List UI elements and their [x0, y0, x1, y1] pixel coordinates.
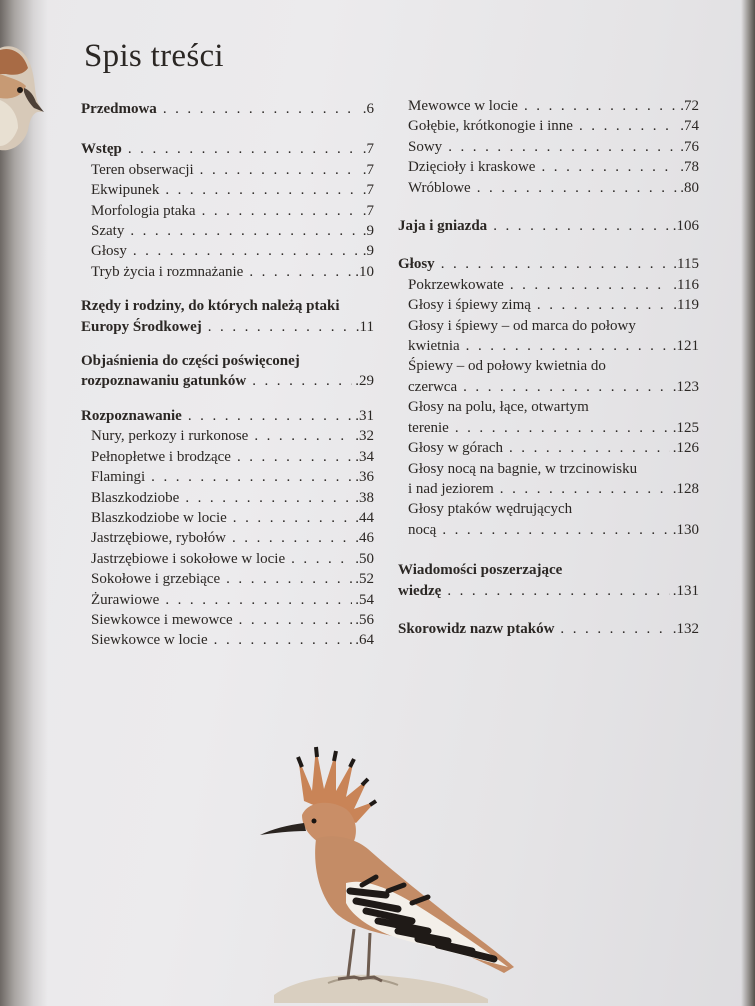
toc-leader: [232, 528, 352, 548]
toc-entry[interactable]: [81, 590, 374, 610]
toc-label: kwietnia: [408, 338, 460, 355]
toc-entry[interactable]: [398, 157, 699, 177]
toc-group-rozpoznawanie: [81, 406, 374, 651]
page-title: Spis treści: [84, 38, 224, 74]
toc-page: .54: [355, 591, 374, 608]
toc-page: .7: [362, 161, 374, 178]
toc-label: Sowy: [408, 138, 443, 155]
toc-entry[interactable]: [81, 549, 374, 569]
toc-page: .72: [680, 98, 699, 114]
toc-page: .121: [672, 338, 699, 355]
toc-label: czerwca: [408, 378, 458, 395]
toc-label: Tryb życia i rozmnażanie: [91, 263, 244, 280]
toc-entry[interactable]: [81, 241, 374, 261]
toc-page: .6: [362, 101, 374, 117]
toc-page: .80: [680, 179, 699, 196]
toc-entry[interactable]: [398, 137, 699, 157]
toc-page: .64: [355, 632, 374, 649]
toc-page: .7: [362, 182, 374, 199]
toc-label: Skorowidz nazw ptaków: [398, 620, 555, 637]
toc-page: .34: [355, 448, 374, 465]
toc-label-line[interactable]: Śpiewy – od połowy kwietnia do: [408, 358, 606, 375]
toc-entry[interactable]: [398, 275, 699, 295]
toc-leader: [493, 216, 670, 236]
toc-label: Europy Środkowej: [81, 318, 202, 335]
toc-entry[interactable]: [398, 581, 699, 601]
toc-leader: [163, 99, 360, 119]
toc-page: .52: [355, 571, 374, 588]
toc-leader: [188, 406, 352, 426]
toc-page: .7: [362, 141, 374, 158]
toc-leader: [442, 520, 669, 540]
toc-page: .123: [672, 378, 699, 395]
toc-entry[interactable]: [398, 295, 699, 315]
toc-entry[interactable]: [81, 180, 374, 200]
toc-label: Głosy w górach: [408, 440, 503, 457]
toc-page: .10: [355, 263, 374, 280]
toc-group-continued: [398, 96, 699, 198]
toc-page: .126: [672, 440, 699, 457]
toc-label: Mewowce w locie: [408, 98, 518, 114]
toc-entry[interactable]: [398, 438, 699, 458]
toc-leader: [524, 96, 677, 116]
toc-entry[interactable]: [398, 336, 699, 356]
toc-leader: [208, 317, 353, 337]
toc-label: Szaty: [91, 223, 125, 240]
toc-page: .116: [673, 276, 699, 293]
toc-page: .125: [672, 419, 699, 436]
toc-page: .7: [362, 202, 374, 219]
toc-entry[interactable]: [81, 317, 374, 337]
toc-label-line[interactable]: Objaśnienia do części poświęconej: [81, 353, 300, 370]
toc-leader: [202, 201, 360, 221]
toc-label-line[interactable]: Rzędy i rodziny, do których należą ptaki: [81, 298, 340, 315]
toc-column-right: [398, 96, 699, 639]
toc-entry[interactable]: [81, 99, 374, 119]
toc-label: Blaszkodziobe w locie: [91, 509, 227, 526]
toc-entry[interactable]: [398, 418, 699, 438]
toc-entry[interactable]: [398, 377, 699, 397]
toc-label: Żurawiowe: [91, 591, 160, 608]
toc-page: .106: [672, 218, 699, 235]
toc-leader: [477, 178, 678, 198]
toc-leader: [252, 371, 352, 391]
toc-label: Jaja i gniazda: [398, 218, 488, 235]
toc-label: Sokołowe i grzebiące: [91, 571, 221, 588]
toc-label-line[interactable]: Głosy i śpiewy – od marca do połowy: [408, 317, 636, 334]
toc-leader: [239, 610, 353, 630]
toc-page: .128: [672, 480, 699, 497]
toc-label: Blaszkodziobe: [91, 489, 180, 506]
toc-entry[interactable]: [398, 216, 699, 236]
toc-label-line[interactable]: Głosy ptaków wędrujących: [408, 501, 573, 518]
toc-label: rozpoznawaniu gatunków: [81, 373, 247, 390]
toc-entry[interactable]: [398, 254, 699, 274]
toc-leader: [185, 488, 352, 508]
toc-page: .9: [362, 243, 374, 260]
toc-page: .11: [355, 318, 374, 335]
toc-entry[interactable]: [81, 467, 374, 487]
toc-leader: [291, 549, 352, 569]
toc-entry[interactable]: [81, 371, 374, 391]
toc-leader: [447, 581, 669, 601]
toc-label: Siewkowce w locie: [91, 632, 208, 649]
toc-entry[interactable]: [81, 508, 374, 528]
toc-leader: [448, 137, 677, 157]
toc-leader: [151, 467, 352, 487]
toc-label: Rozpoznawanie: [81, 407, 182, 424]
toc-entry[interactable]: [81, 221, 374, 241]
toc-leader: [463, 377, 670, 397]
toc-group-wstep: [81, 139, 374, 282]
toc-entry[interactable]: [398, 520, 699, 540]
toc-label: Siewkowce i mewowce: [91, 611, 233, 628]
toc-leader: [249, 262, 352, 282]
toc-leader: [165, 590, 352, 610]
toc-leader: [500, 479, 670, 499]
toc-column-left: [81, 96, 374, 651]
toc-page: .131: [672, 582, 699, 599]
toc-label: Przedmowa: [81, 101, 157, 117]
toc-entry[interactable]: [81, 201, 374, 221]
toc-label: Głosy i śpiewy zimą: [408, 297, 531, 314]
toc-entry[interactable]: [81, 630, 374, 650]
toc-leader: [455, 418, 670, 438]
toc-page: .46: [355, 530, 374, 547]
toc-leader: [226, 569, 352, 589]
toc-leader: [579, 116, 677, 136]
toc-page: .119: [673, 297, 699, 314]
toc-leader: [133, 241, 360, 261]
toc-leader: [233, 508, 352, 528]
toc-page: .130: [672, 521, 699, 538]
toc-group-przedmowa: [81, 99, 374, 119]
toc-entry[interactable]: [81, 406, 374, 426]
toc-page: .32: [355, 428, 374, 445]
toc-label: wiedzę: [398, 582, 442, 599]
bird-illustration-corner: [0, 40, 44, 152]
toc-label-line[interactable]: Głosy nocą na bagnie, w trzcinowisku: [408, 460, 638, 477]
toc-entry[interactable]: [398, 96, 699, 116]
page-edge-shadow: [741, 0, 755, 1006]
toc-page: .36: [355, 469, 374, 486]
toc-page: .132: [672, 620, 699, 637]
toc-label: Wróblowe: [408, 179, 471, 196]
toc-label: Dzięcioły i kraskowe: [408, 159, 536, 176]
toc-page: .50: [355, 550, 374, 567]
toc-label: Wstęp: [81, 141, 122, 158]
toc-page: .115: [673, 256, 699, 273]
toc-label: Ekwipunek: [91, 182, 160, 199]
toc-entry[interactable]: [81, 262, 374, 282]
toc-entry[interactable]: [81, 569, 374, 589]
toc-label: i nad jeziorem: [408, 480, 494, 497]
toc-page: .9: [362, 223, 374, 240]
toc-leader: [130, 221, 359, 241]
toc-label-line[interactable]: Wiadomości poszerzające: [398, 562, 563, 579]
toc-entry[interactable]: [81, 426, 374, 446]
toc-page: .74: [680, 118, 699, 135]
toc-label: Nury, perkozy i rurkonose: [91, 428, 249, 445]
toc-label: Pełnopłetwe i brodzące: [91, 448, 231, 465]
toc-label: Jastrzębiowe, rybołów: [91, 530, 226, 547]
toc-label: Flamingi: [91, 469, 146, 486]
toc-page: .56: [355, 611, 374, 628]
toc-entry[interactable]: [81, 160, 374, 180]
toc-entry[interactable]: [398, 178, 699, 198]
toc-entry[interactable]: [81, 139, 374, 159]
toc-leader: [214, 630, 353, 650]
toc-entry[interactable]: [81, 488, 374, 508]
toc-entry[interactable]: [81, 447, 374, 467]
toc-leader: [509, 438, 670, 458]
toc-leader: [441, 254, 671, 274]
toc-label: Gołębie, krótkonogie i inne: [408, 118, 573, 135]
toc-leader: [537, 295, 670, 315]
toc-page: .78: [680, 159, 699, 176]
toc-leader: [541, 157, 677, 177]
toc-group-objasnienia: [81, 351, 374, 392]
toc-entry[interactable]: [81, 528, 374, 548]
toc-entry[interactable]: [398, 116, 699, 136]
toc-label: Morfologia ptaka: [91, 202, 196, 219]
toc-label-line[interactable]: Głosy na polu, łące, otwartym: [408, 399, 589, 416]
hoopoe-illustration: [258, 745, 520, 1003]
toc-page: .29: [355, 373, 374, 390]
toc-entry[interactable]: [81, 610, 374, 630]
toc-page: .76: [680, 138, 699, 155]
toc-leader: [510, 275, 670, 295]
toc-page: .44: [355, 509, 374, 526]
toc-leader: [560, 619, 669, 639]
toc-label: Pokrzewkowate: [408, 276, 504, 293]
toc-label: Teren obserwacji: [91, 161, 194, 178]
toc-page: .31: [355, 407, 374, 424]
toc-label: Głosy: [91, 243, 127, 260]
toc-leader: [237, 447, 352, 467]
toc-group-skorowidz: [398, 619, 699, 639]
toc-label: terenie: [408, 419, 449, 436]
toc-label: Głosy: [398, 256, 435, 273]
toc-label: Jastrzębiowe i sokołowe w locie: [91, 550, 286, 567]
toc-leader: [200, 160, 360, 180]
toc-leader: [165, 180, 359, 200]
toc-group-wiadomosci: [398, 560, 699, 601]
toc-entry[interactable]: [398, 479, 699, 499]
toc-group-glosy: [398, 254, 699, 540]
toc-leader: [254, 426, 352, 446]
toc-entry[interactable]: [398, 619, 699, 639]
toc-group-rzedy: [81, 296, 374, 337]
toc-group-jaja: [398, 216, 699, 236]
toc-label: nocą: [408, 521, 437, 538]
toc-page: .38: [355, 489, 374, 506]
toc-leader: [128, 139, 360, 159]
toc-leader: [466, 336, 670, 356]
